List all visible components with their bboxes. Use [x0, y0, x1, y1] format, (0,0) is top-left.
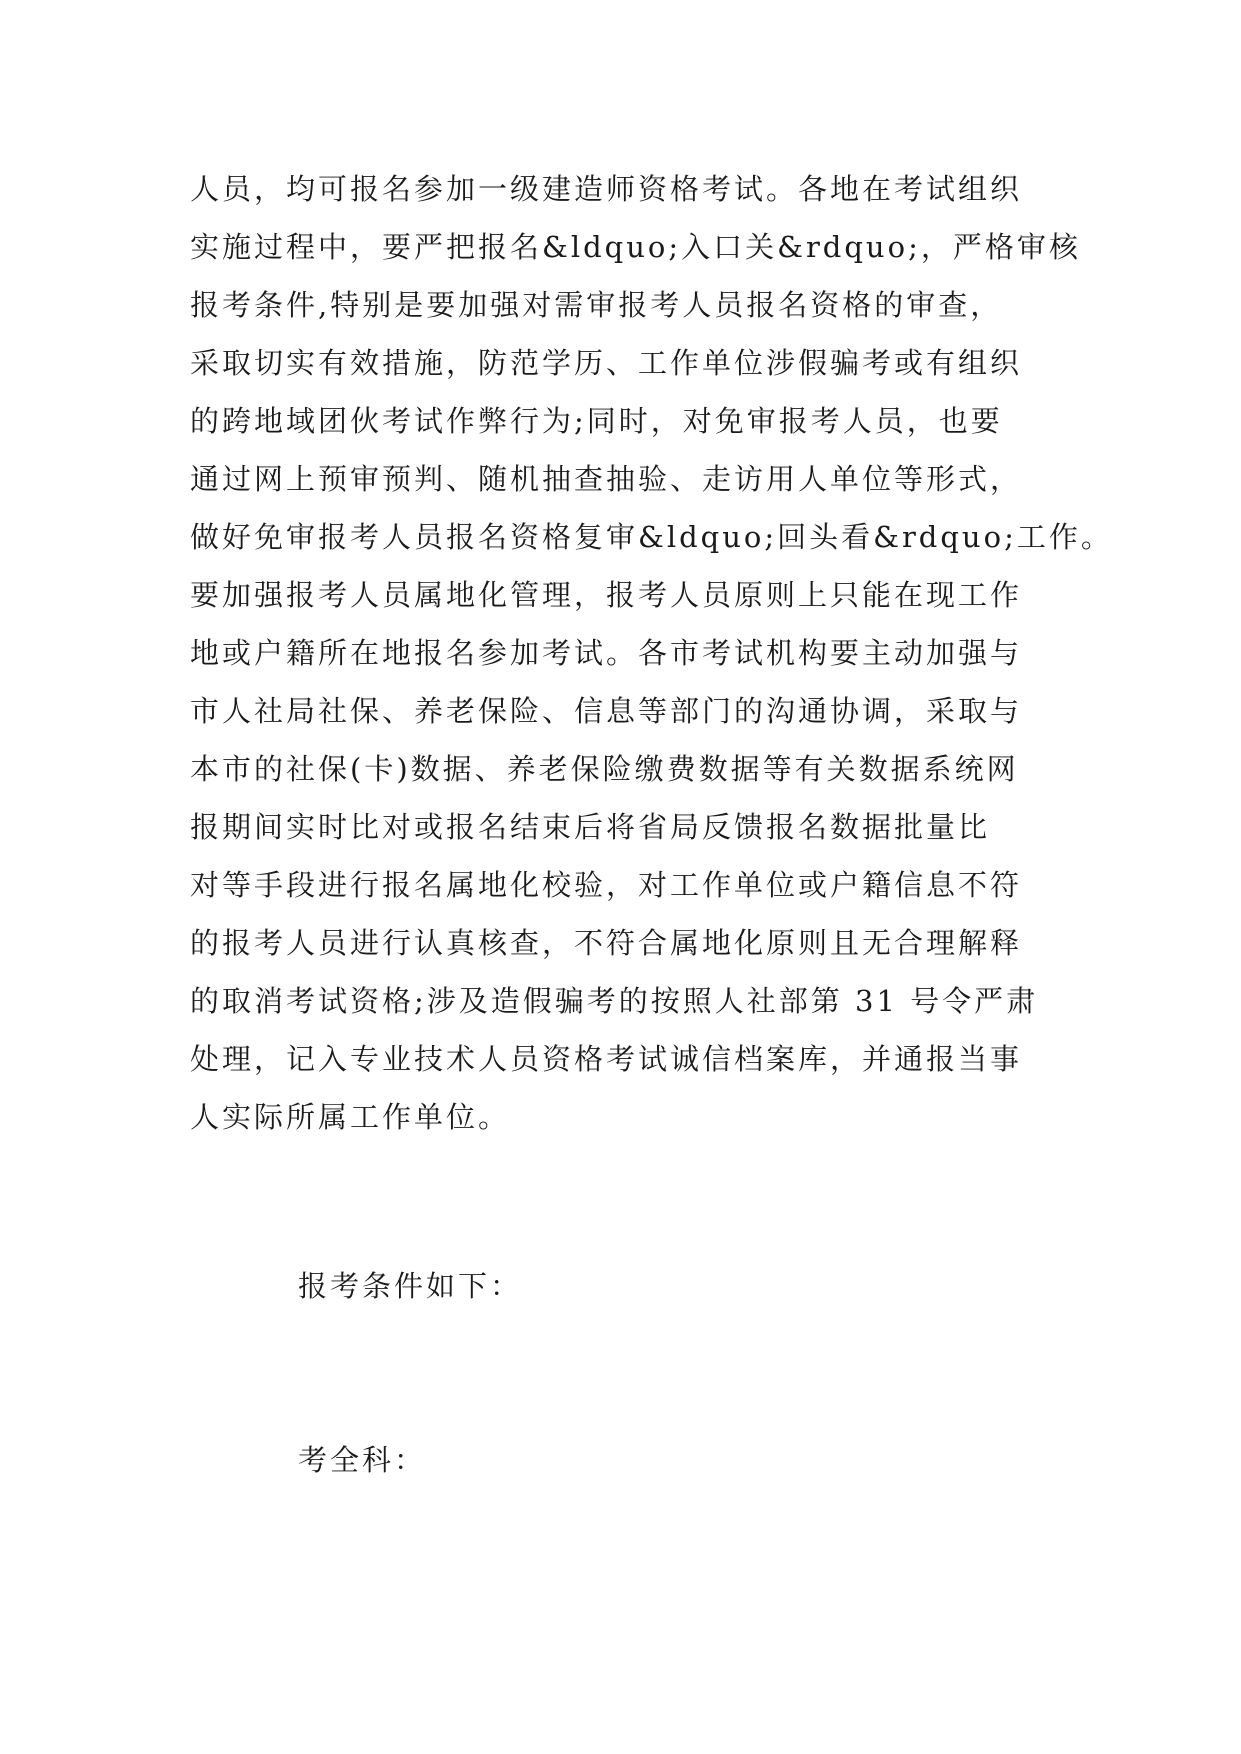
heading-exam-conditions: 报考条件如下：	[298, 1269, 523, 1303]
heading-full-subjects: 考全科：	[298, 1443, 427, 1477]
paragraph-line: 的报考人员进行认真核查，不符合属地化原则且无合理解释	[190, 926, 1023, 960]
paragraph-line: 地或户籍所在地报名参加考试。各市考试机构要主动加强与	[190, 636, 1023, 670]
paragraph-line: 对等手段进行报名属地化校验，对工作单位或户籍信息不符	[190, 868, 1023, 902]
paragraph-line: 人员，均可报名参加一级建造师资格考试。各地在考试组织	[190, 172, 1023, 206]
paragraph-line: 采取切实有效措施，防范学历、工作单位涉假骗考或有组织	[190, 346, 1023, 380]
body-paragraph	[190, 160, 1113, 1146]
paragraph-line: 的取消考试资格;涉及造假骗考的按照人社部第 31 号令严肃	[190, 984, 1039, 1018]
paragraph-line: 实施过程中，要严把报名&ldquo;入口关&rdquo;，严格审核	[190, 230, 1081, 264]
paragraph-line: 做好免审报考人员报名资格复审&ldquo;回头看&rdquo;工作。	[190, 520, 1113, 554]
paragraph-line: 的跨地域团伙考试作弊行为;同时，对免审报考人员，也要	[190, 404, 1003, 438]
paragraph-line: 市人社局社保、养老保险、信息等部门的沟通协调，采取与	[190, 694, 1023, 728]
paragraph-line: 通过网上预审预判、随机抽查抽验、走访用人单位等形式，	[190, 462, 1023, 496]
paragraph-line: 报期间实时比对或报名结束后将省局反馈报名数据批量比	[190, 810, 991, 844]
paragraph-line: 本市的社保(卡)数据、养老保险缴费数据等有关数据系统网	[190, 752, 1019, 786]
paragraph-line: 处理，记入专业技术人员资格考试诚信档案库，并通报当事	[190, 1042, 1023, 1076]
paragraph-line: 要加强报考人员属地化管理，报考人员原则上只能在现工作	[190, 578, 1023, 612]
paragraph-line: 报考条件,特别是要加强对需审报考人员报名资格的审查，	[190, 288, 1003, 322]
paragraph-line: 人实际所属工作单位。	[190, 1100, 511, 1134]
